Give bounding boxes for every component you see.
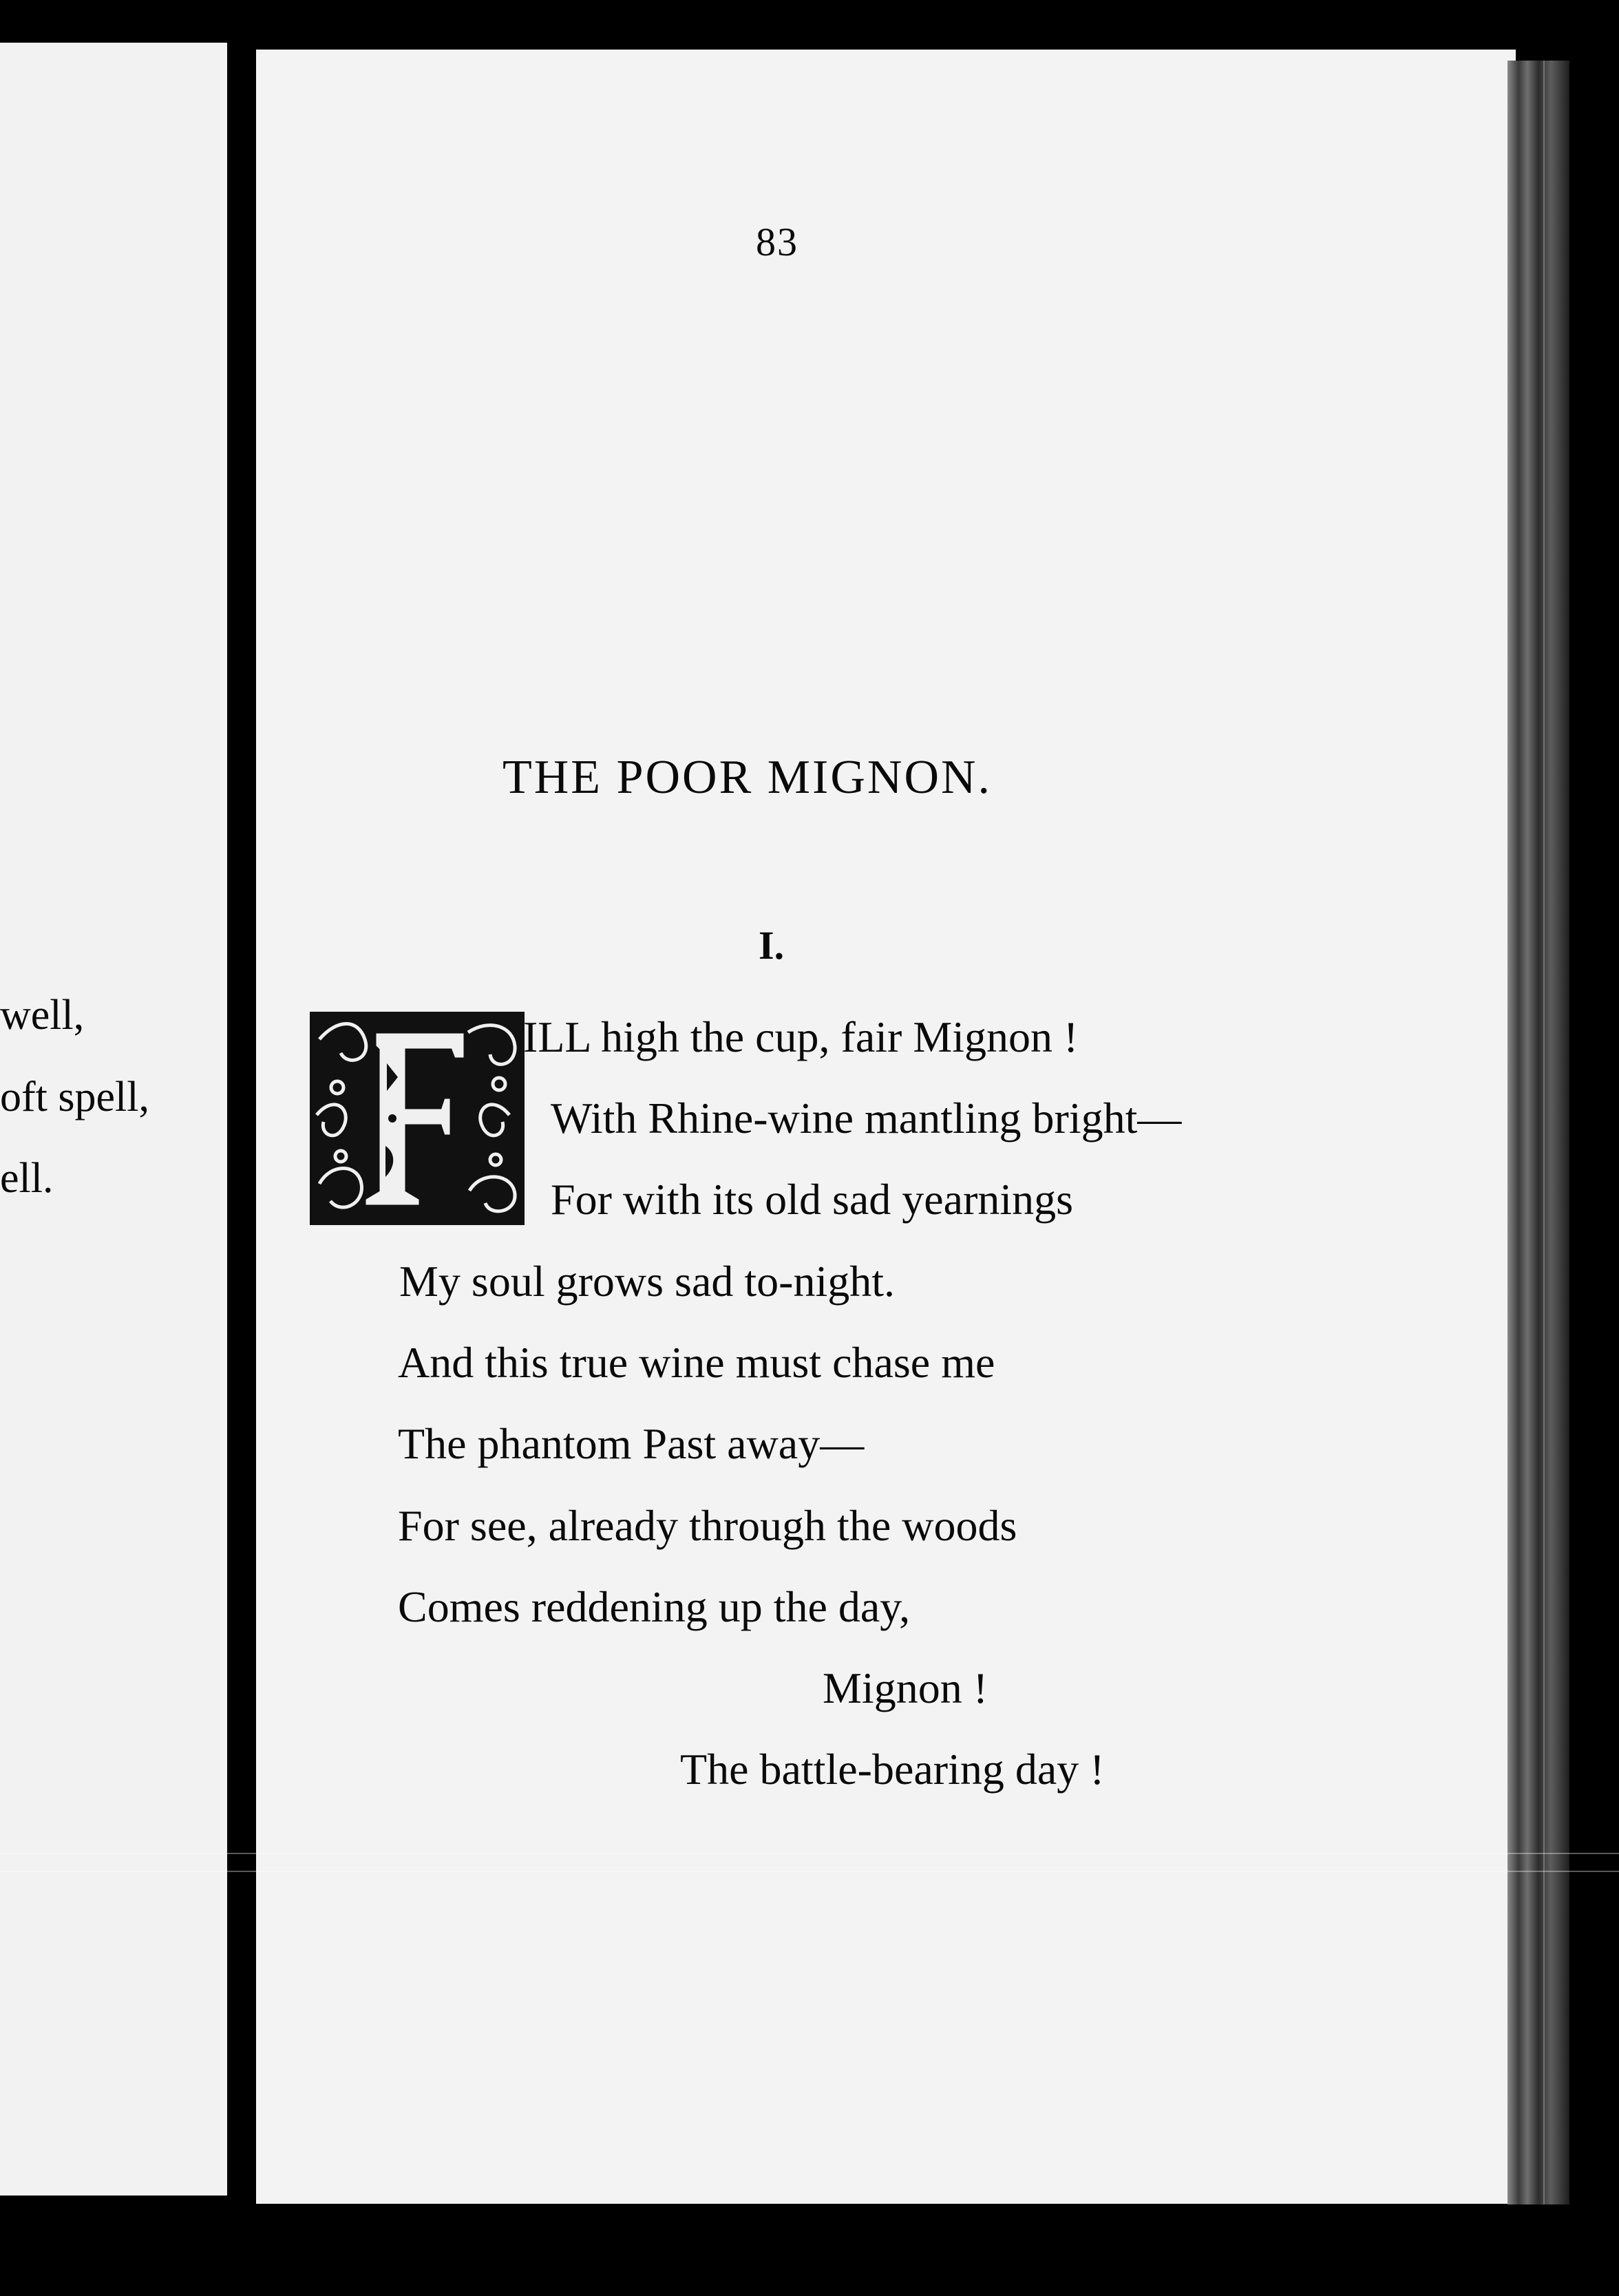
poem-line: The phantom Past away— [398, 1419, 865, 1468]
poem-line: With Rhine-wine mantling bright— [551, 1094, 1182, 1142]
poem-line: The battle-bearing day ! [680, 1745, 1105, 1794]
scan-artifact [0, 1871, 1619, 1872]
page-number: 83 [756, 220, 798, 264]
left-page-fragment: well, [0, 992, 85, 1039]
poem-line: Comes reddening up the day, [398, 1582, 911, 1631]
poem-line: And this true wine must chase me [398, 1338, 995, 1387]
poem-line: Mignon ! [823, 1663, 988, 1712]
page-edge [1507, 61, 1569, 2204]
decorated-initial-f-icon [310, 1012, 525, 1225]
left-page-fragment: oft spell, [0, 1074, 149, 1120]
book-gutter [227, 43, 255, 2196]
left-page-fragment: ell. [0, 1155, 54, 1202]
scan-artifact [0, 1853, 1619, 1854]
poem-line: For see, already through the woods [398, 1501, 1017, 1550]
poem-title: THE POOR MIGNON. [502, 751, 993, 804]
section-number: I. [759, 923, 785, 968]
poem-line: For with its old sad yearnings [551, 1175, 1074, 1224]
left-page [0, 43, 234, 2196]
poem-line: My soul grows sad to-night. [399, 1257, 895, 1306]
page-edge-highlight [1543, 61, 1545, 2204]
poem-line: ILL high the cup, fair Mignon ! [523, 1012, 1079, 1061]
